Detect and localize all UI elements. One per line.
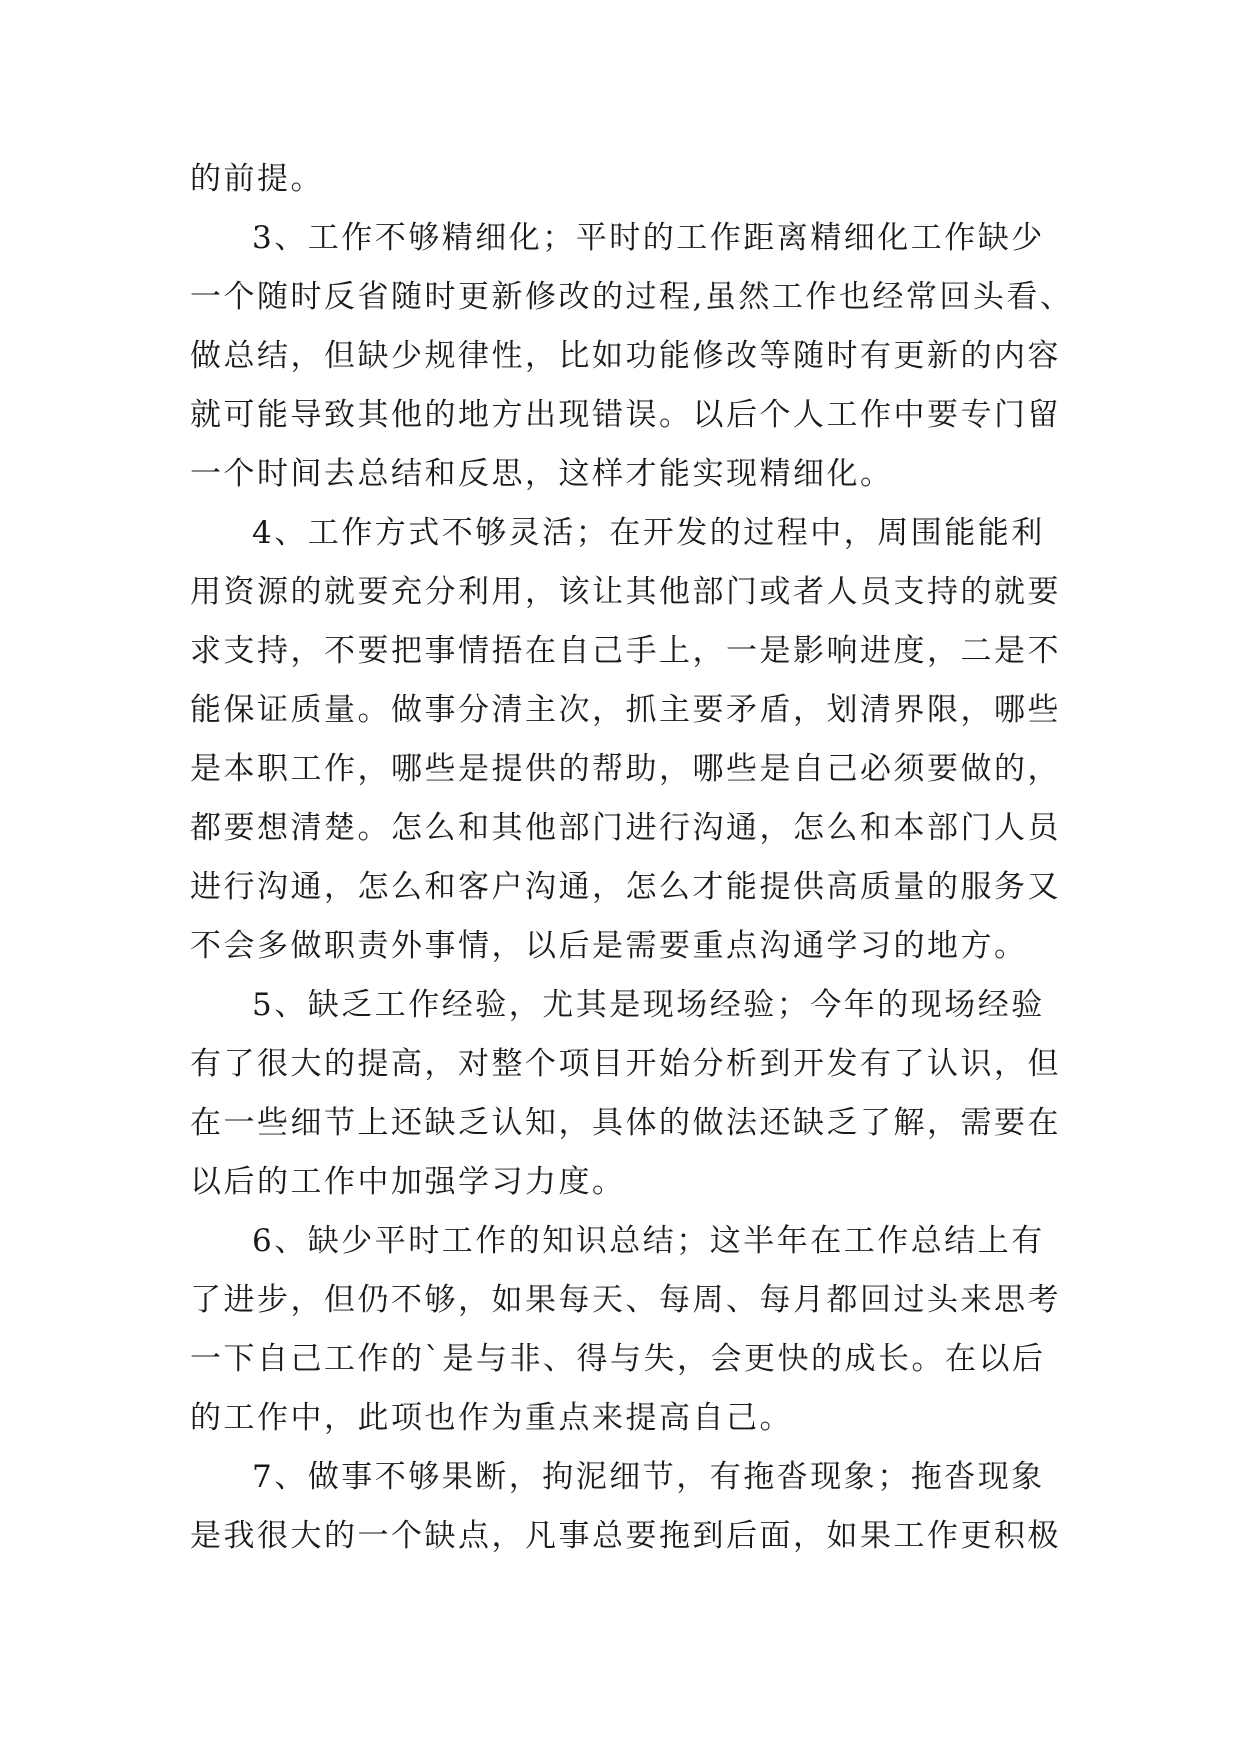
text-line: 是本职工作，哪些是提供的帮助，哪些是自己必须要做的， [190, 751, 1061, 787]
text-line: 不会多做职责外事情，以后是需要重点沟通学习的地方。 [190, 928, 1028, 964]
body-text [190, 150, 1090, 1566]
text-line: 能保证质量。做事分清主次，抓主要矛盾，划清界限，哪些 [190, 692, 1061, 728]
text-line: 做总结，但缺少规律性，比如功能修改等随时有更新的内容 [190, 338, 1061, 374]
text-line: 就可能导致其他的地方出现错误。以后个人工作中要专门留 [190, 397, 1061, 433]
text-line: 有了很大的提高，对整个项目开始分析到开发有了认识，但 [190, 1046, 1061, 1082]
paragraph-start-line: 6、缺少平时工作的知识总结；这半年在工作总结上有 [252, 1223, 1045, 1259]
text-line: 一个时间去总结和反思，这样才能实现精细化。 [190, 456, 894, 492]
paragraph-start-line: 4、工作方式不够灵活；在开发的过程中，周围能能利 [252, 515, 1045, 551]
paragraph-start-line: 7、做事不够果断，拘泥细节，有拖沓现象；拖沓现象 [252, 1459, 1045, 1495]
text-line: 的前提。 [190, 161, 324, 197]
text-line: 进行沟通，怎么和客户沟通，怎么才能提供高质量的服务又 [190, 869, 1061, 905]
paragraph-start-line: 5、缺乏工作经验，尤其是现场经验；今年的现场经验 [252, 987, 1045, 1023]
text-line: 是我很大的一个缺点，凡事总要拖到后面，如果工作更积极 [190, 1518, 1061, 1554]
text-line: 一个随时反省随时更新修改的过程,虽然工作也经常回头看、 [190, 279, 1074, 315]
text-line: 的工作中，此项也作为重点来提高自己。 [190, 1400, 793, 1436]
text-line: 以后的工作中加强学习力度。 [190, 1164, 626, 1200]
text-line: 一下自己工作的`是与非、得与失，会更快的成长。在以后 [190, 1341, 1046, 1377]
text-line: 都要想清楚。怎么和其他部门进行沟通，怎么和本部门人员 [190, 810, 1061, 846]
paragraph-start-line: 3、工作不够精细化；平时的工作距离精细化工作缺少 [252, 220, 1045, 256]
text-line: 用资源的就要充分利用，该让其他部门或者人员支持的就要 [190, 574, 1061, 610]
text-line: 了进步，但仍不够，如果每天、每周、每月都回过头来思考 [190, 1282, 1061, 1318]
text-line: 求支持，不要把事情捂在自己手上，一是影响进度，二是不 [190, 633, 1061, 669]
text-line: 在一些细节上还缺乏认知，具体的做法还缺乏了解，需要在 [190, 1105, 1061, 1141]
